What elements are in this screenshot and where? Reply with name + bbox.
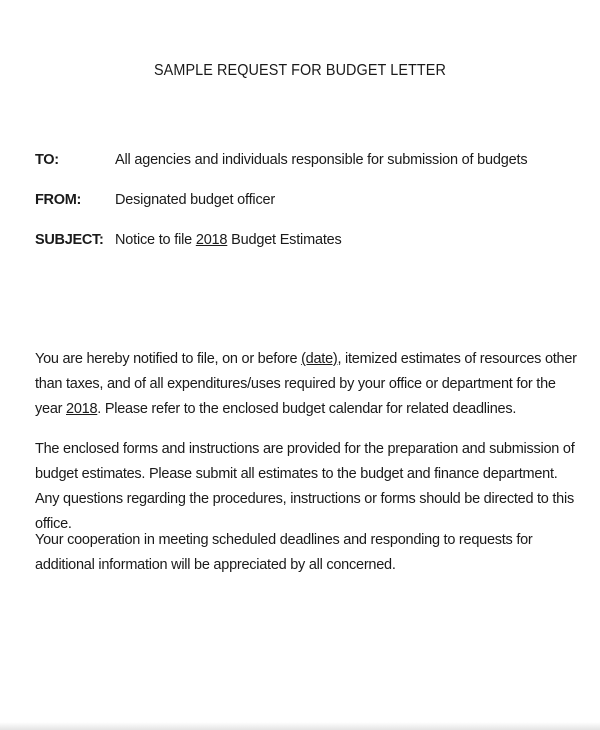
paragraph-notice-part1: You are hereby notified to file, on or before [35,351,302,367]
paragraph-notice [35,347,580,422]
memo-from-value: Designated budget officer [115,192,275,208]
memo-to-row [35,152,527,168]
memo-to-label: TO: [35,152,59,168]
paragraph-notice-part3: . Please refer to the enclosed budget calendar for related deadlines. [97,401,517,417]
document-title: SAMPLE REQUEST FOR BUDGET LETTER [153,62,446,79]
subject-year: 2018 [195,232,228,248]
subject-suffix: Budget Estimates [227,232,342,248]
paragraph-forms: The enclosed forms and instructions are provided for the preparation and submission of budget estimates. Please submit all estimates to the budget and finance department. Any questions regarding the procedures, instructions or forms should be directed to this office. [35,441,575,532]
memo-subject-row [35,232,342,248]
date-placeholder: (date) [301,351,338,367]
paragraph-cooperation: Your cooperation in meeting scheduled deadlines and responding to requests for additional information will be appreciated by all concerned. [35,532,533,573]
memo-from-row [35,192,275,208]
subject-prefix: Notice to file [115,232,196,248]
paragraph-notice-year: 2018 [66,401,98,417]
memo-subject-label: SUBJECT: [35,232,104,248]
page-bottom-edge [0,722,600,730]
memo-to-value: All agencies and individuals responsible for submission of budgets [115,152,528,168]
paragraph-notice-part2: , itemized estimates of resources other than taxes, and of all expenditures/uses required by your office or department for the year [35,351,577,417]
memo-subject-value [115,232,342,248]
memo-from-label: FROM: [35,192,82,208]
